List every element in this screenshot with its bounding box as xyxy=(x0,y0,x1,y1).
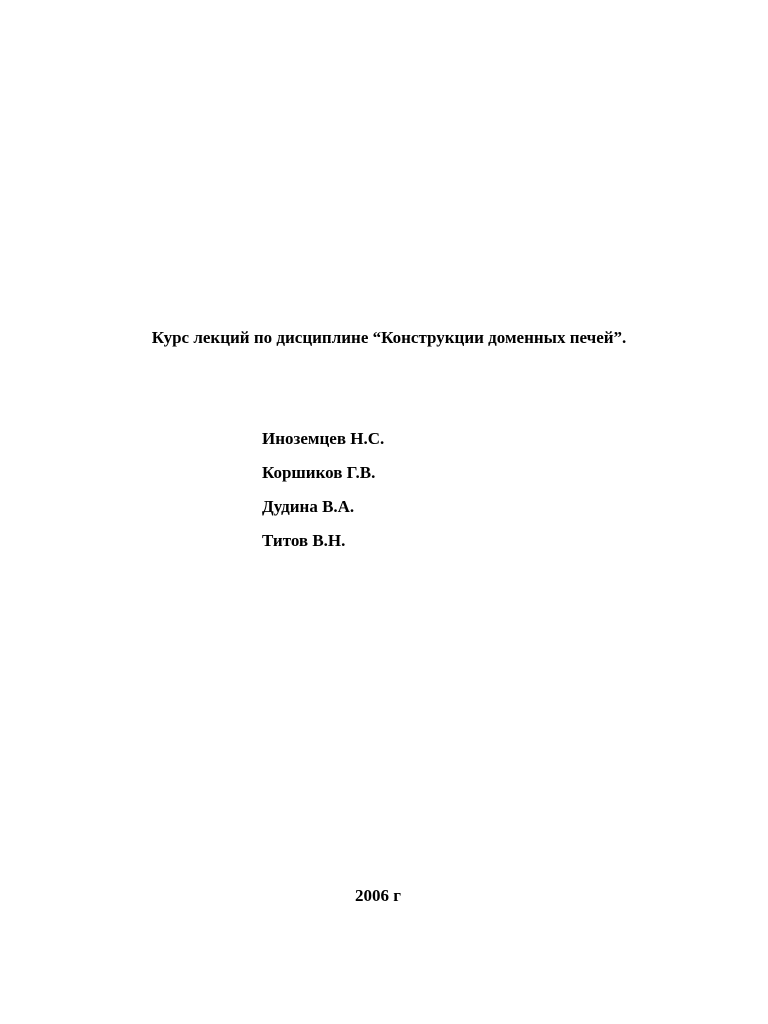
author-name: Титов В.Н. xyxy=(262,531,346,550)
document-title: Курс лекций по дисциплине “Конструкции доменных печей”. xyxy=(151,328,627,347)
publication-year: 2006 г xyxy=(355,886,401,905)
author-list xyxy=(262,428,384,564)
author-name: Дудина В.А. xyxy=(262,497,355,516)
author-name: Коршиков Г.В. xyxy=(262,463,376,482)
author-name: Иноземцев Н.С. xyxy=(262,429,385,448)
